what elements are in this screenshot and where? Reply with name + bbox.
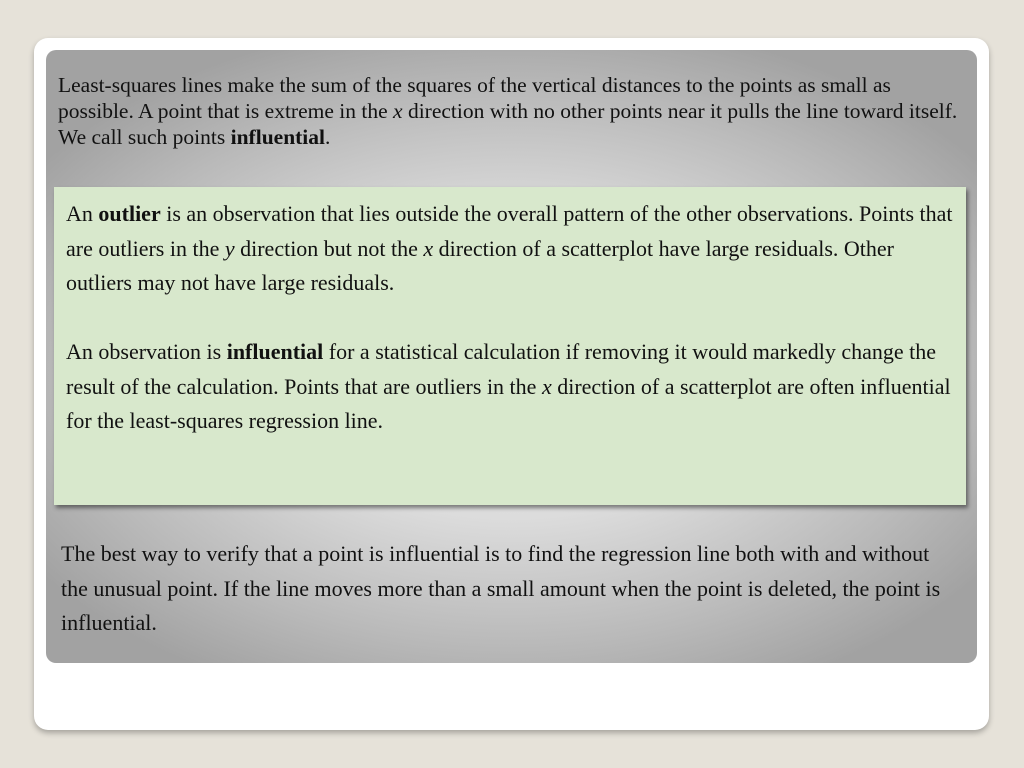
influential-definition	[66, 335, 954, 439]
closing-paragraph: The best way to verify that a point is influential is to find the regression line both with and without the unusual point. If the line moves more than a small amount when the point is deleted, the point is influential.	[61, 541, 941, 635]
outlier-x-variable: x	[423, 235, 434, 261]
intro-term-influential: influential	[230, 125, 326, 149]
outlier-lead: An	[66, 201, 99, 226]
influential-lead: An observation is	[66, 339, 227, 364]
intro-text-2: direction with no other points near it pulls the line toward itself. We call such points	[58, 99, 958, 149]
intro-paragraph	[58, 72, 958, 150]
outlier-text-3: direction of a scatterplot have large residuals. Other outliers may not have large residuals.	[66, 235, 894, 295]
influential-text-1: for a statistical calculation if removing it would markedly change the result of the calculation. Points that are outliers in the	[66, 339, 937, 399]
outlier-term: outlier	[98, 201, 161, 226]
intro-x-variable: x	[393, 99, 403, 123]
influential-text-2: direction of a scatterplot are often influential for the least-squares regression line.	[66, 373, 951, 433]
intro-text-1: Least-squares lines make the sum of the squares of the vertical distances to the points as small as possible. A point that is extreme in the	[58, 73, 891, 123]
definition-box	[54, 187, 966, 505]
outlier-text-2: direction but not the	[234, 235, 424, 261]
influential-term: influential	[226, 339, 324, 364]
influential-x-variable: x	[541, 373, 552, 399]
outlier-definition	[66, 197, 954, 301]
outlier-text-1: is an observation that lies outside the overall pattern of the other observations. Points that are outliers in the	[66, 201, 953, 261]
intro-text-3: .	[325, 125, 331, 149]
outlier-y-variable: y	[224, 235, 235, 261]
